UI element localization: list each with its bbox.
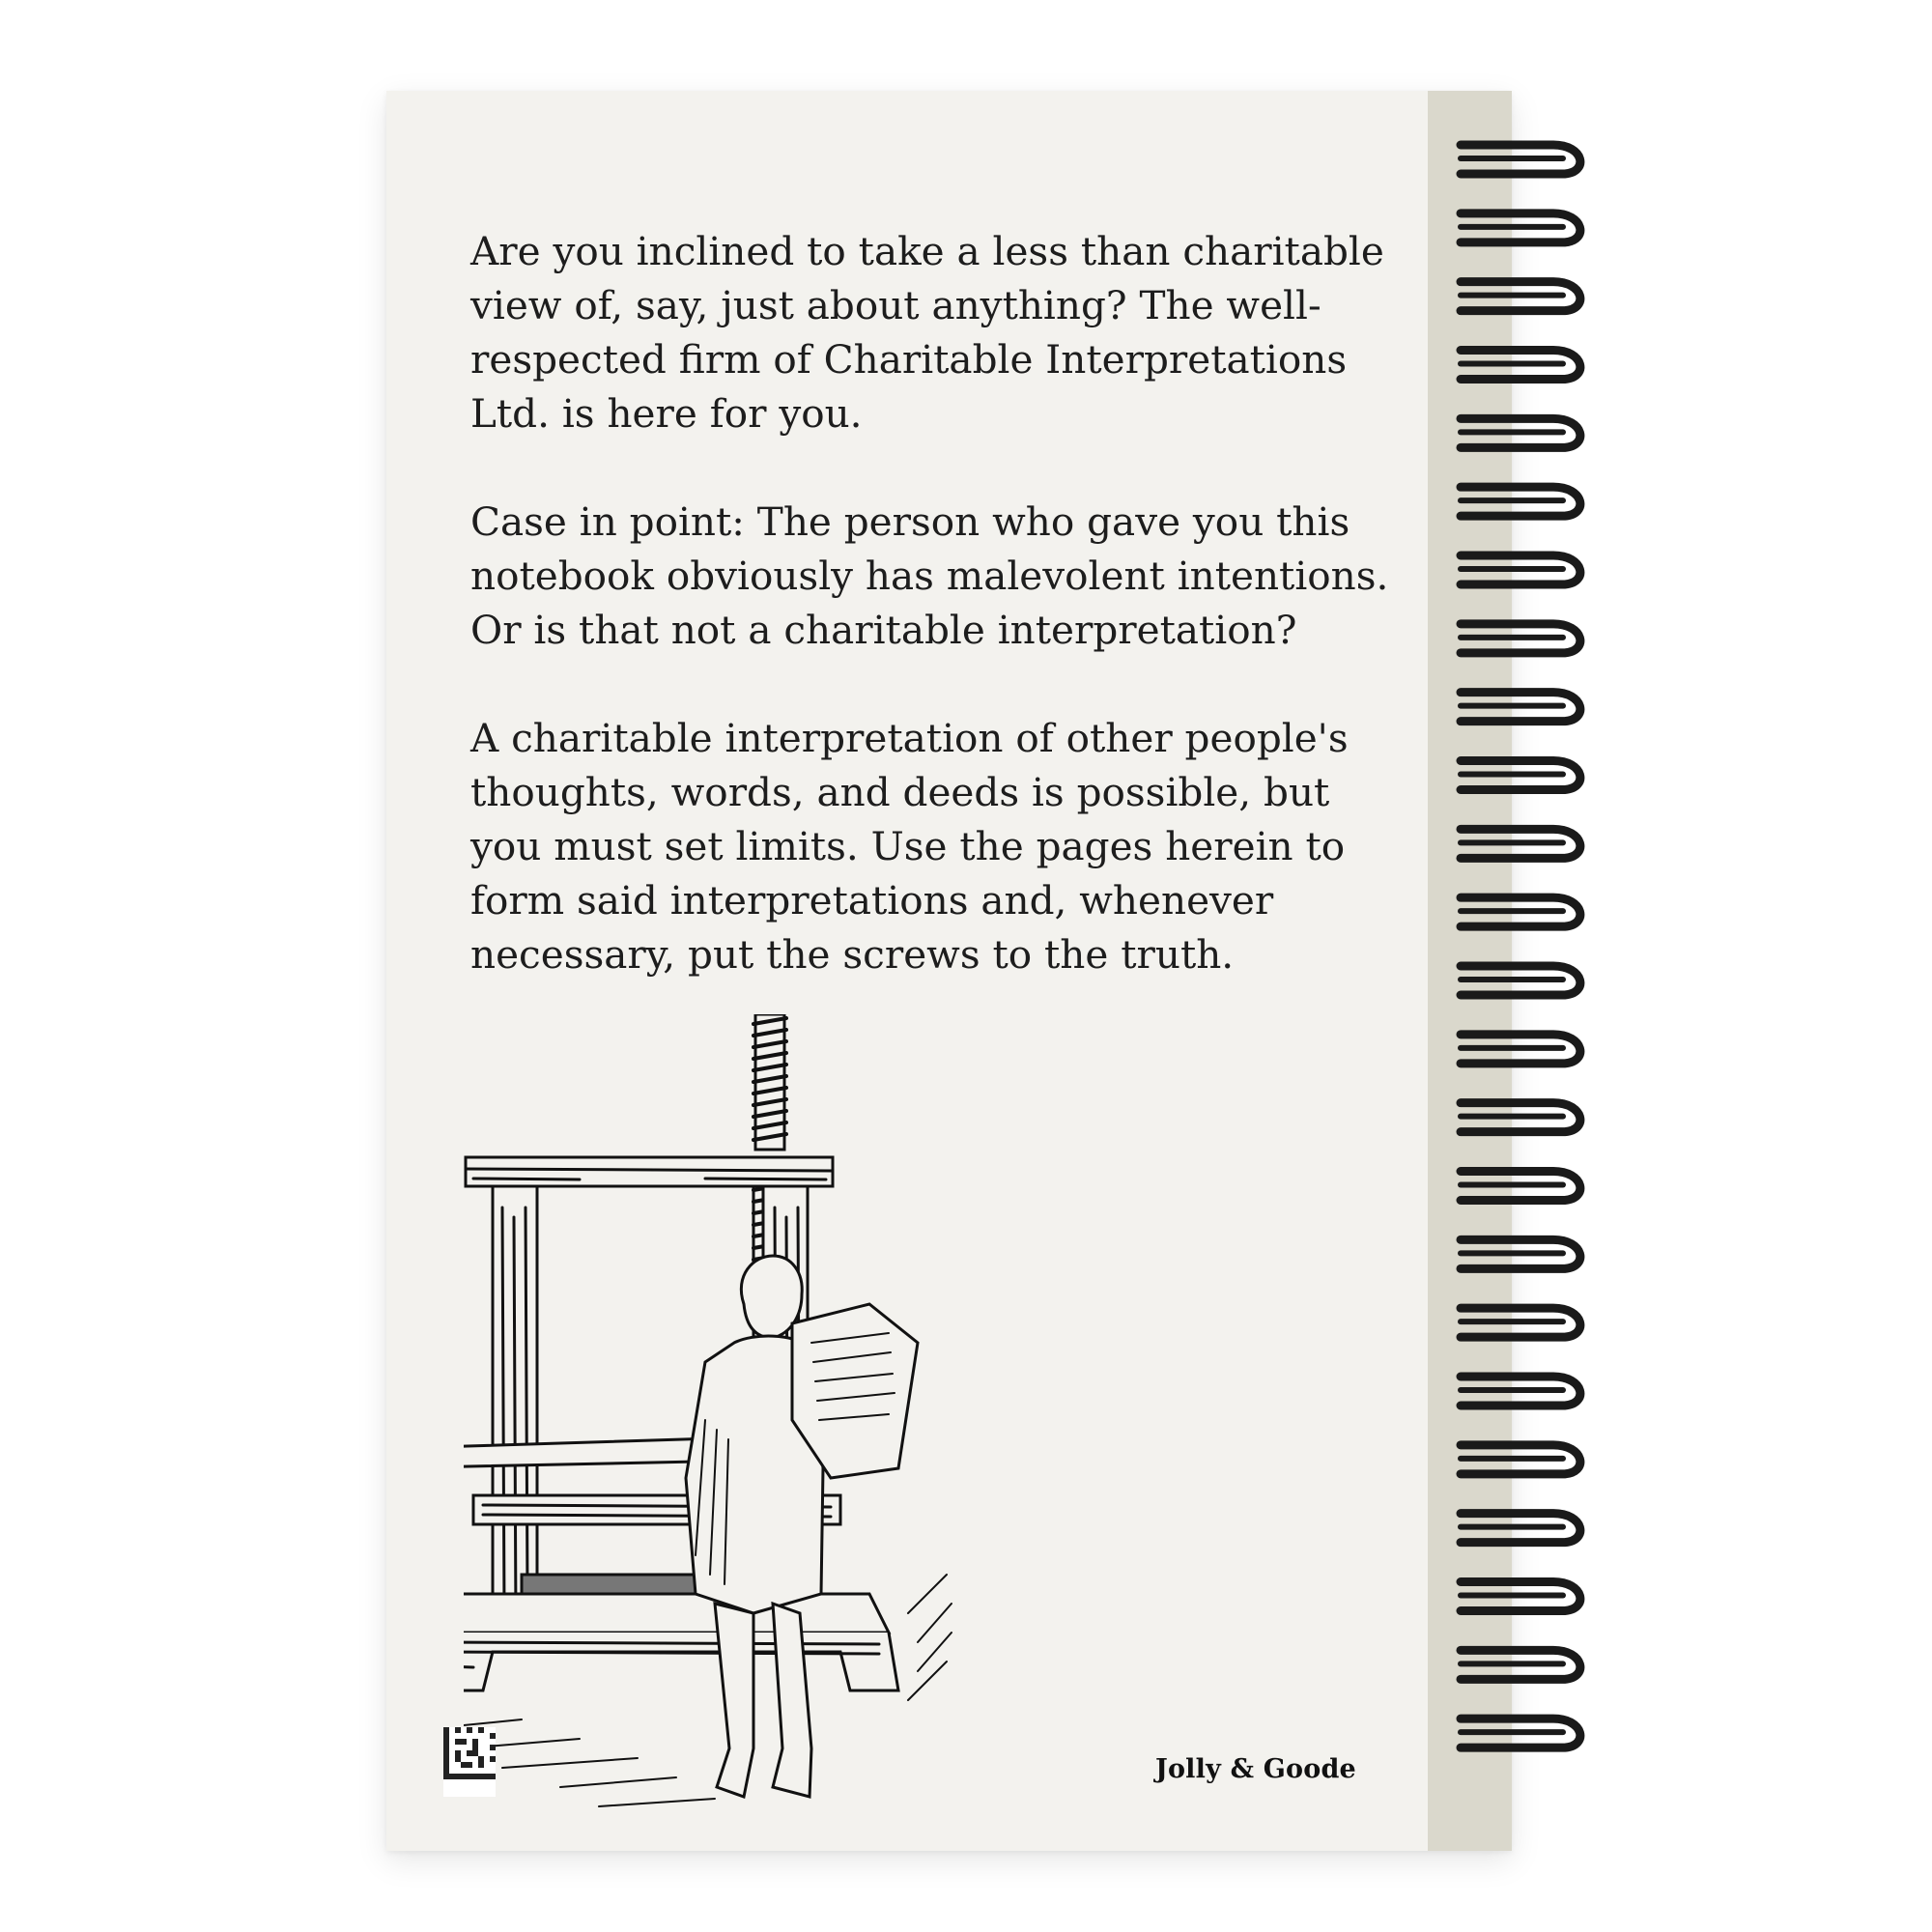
screw-press-engraving-icon [464,1014,1121,1826]
cover-copy [470,224,1398,1036]
data-matrix-code-icon [443,1727,496,1797]
spiral-wire-icon [1449,135,1604,1816]
paragraph-limits: A charitable interpretation of other people's thoughts, words, and deeds is possible, but you must set limits. Use the pages herein to form said interpretations and, whenever necessary, put the screws to the truth. [470,715,1349,978]
paragraph-case-in-point: Case in point: The person who gave you this notebook obviously has malevolent intentions. Or is that not a charitable interpretation? [470,498,1389,653]
paragraph-intro: Are you inclined to take a less than charitable view of, say, just about anything? The well-respected firm of Charitable Interpretations Ltd. is here for you. [470,228,1384,437]
brand-name: Jolly & Goode [1155,1754,1356,1784]
